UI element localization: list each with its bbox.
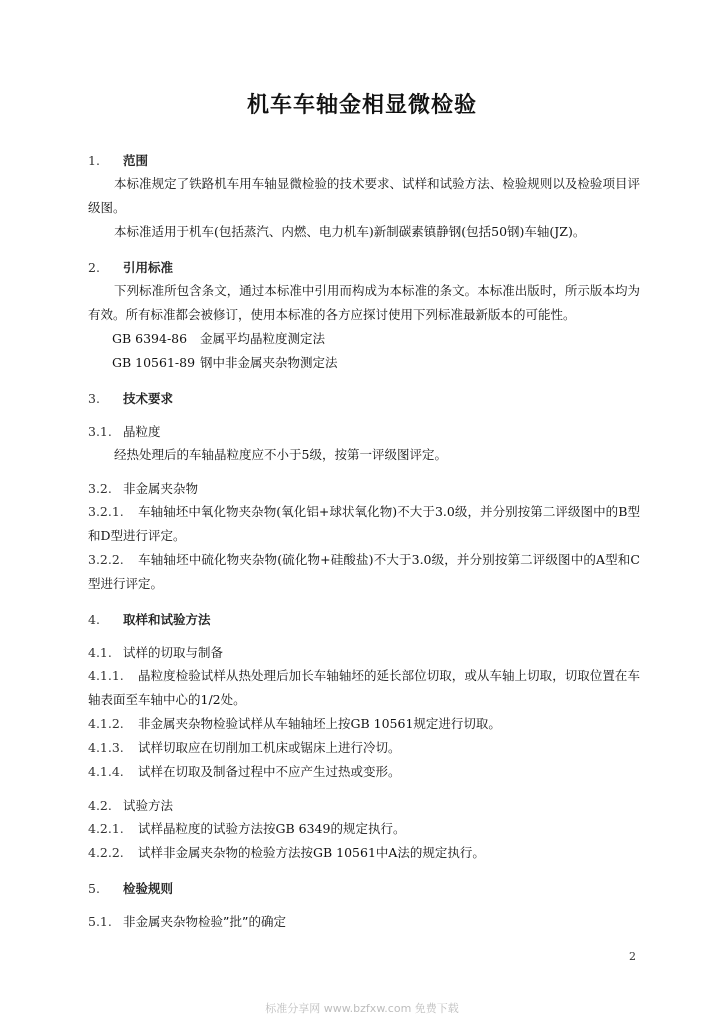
section-title: 范围	[123, 153, 149, 168]
clause-text: 车轴轴坯中硫化物夹杂物(硫化物+硅酸盐)不大于3.0级，并分别按第二评级图中的A型和C型进行评定。	[88, 552, 640, 591]
section-number: 1.	[88, 153, 100, 168]
clause-text: 车轴轴坯中氧化物夹杂物(氧化铝+球状氧化物)不大于3.0级，并分别按第二评级图中的B型和D型进行评定。	[88, 504, 640, 543]
section-number: 2.	[88, 260, 100, 275]
subsection-number: 4.1.	[88, 645, 112, 660]
section-3-heading	[88, 388, 640, 410]
section-title: 取样和试验方法	[123, 612, 211, 627]
clause-number: 4.1.4.	[88, 764, 124, 779]
subsection-heading	[88, 911, 640, 933]
subsection-title: 试验方法	[123, 798, 174, 813]
section-5-heading	[88, 878, 640, 900]
subsection-number: 3.2.	[88, 481, 112, 496]
clause-number: 4.1.1.	[88, 668, 124, 683]
reference-item	[112, 351, 640, 375]
clause-number: 4.1.2.	[88, 716, 124, 731]
subsection-heading	[88, 478, 640, 500]
section-2-heading	[88, 257, 640, 279]
clause-text: 晶粒度检验试样从热处理后加长车轴轴坯的延长部位切取，或从车轴上切取，切取位置在车轴表面至车轴中心的1/2处。	[88, 668, 640, 707]
subsection-number: 5.1.	[88, 914, 112, 929]
page-number: 2	[629, 950, 636, 963]
document-body	[88, 150, 640, 933]
clause-number: 4.2.1.	[88, 821, 124, 836]
section-number: 4.	[88, 612, 100, 627]
clause-item	[88, 817, 640, 841]
clause-text: 非金属夹杂物检验试样从车轴轴坯上按GB 10561规定进行切取。	[138, 716, 501, 731]
paragraph: 经热处理后的车轴晶粒度应不小于5级，按第一评级图评定。	[114, 447, 447, 462]
paragraph: 下列标准所包含条文，通过本标准中引用而构成为本标准的条文。本标准出版时，所示版本均为有效。所有标准都会被修订，使用本标准的各方应探讨使用下列标准最新版本的可能性。	[88, 283, 640, 322]
subsection-title: 试样的切取与制备	[123, 645, 224, 660]
clause-item	[88, 736, 640, 760]
clause-text: 试样非金属夹杂物的检验方法按GB 10561中A法的规定执行。	[138, 845, 485, 860]
subsection-title: 非金属夹杂物	[123, 481, 199, 496]
reference-name: 金属平均晶粒度测定法	[200, 331, 326, 346]
subsection-title: 非金属夹杂物检验”批”的确定	[123, 914, 286, 929]
clause-item	[88, 500, 640, 548]
subsection-heading	[88, 421, 640, 443]
reference-code: GB 6394-86	[112, 331, 188, 346]
subsection-number: 3.1.	[88, 424, 112, 439]
clause-text: 试样在切取及制备过程中不应产生过热或变形。	[138, 764, 401, 779]
paragraph: 本标准规定了铁路机车用车轴显微检验的技术要求、试样和试验方法、检验规则以及检验项目评级图。	[88, 176, 640, 215]
clause-item	[88, 664, 640, 712]
subsection-number: 4.2.	[88, 798, 112, 813]
subsection-title: 晶粒度	[123, 424, 161, 439]
clause-text: 试样切取应在切削加工机床或锯床上进行冷切。	[138, 740, 401, 755]
clause-item	[88, 841, 640, 865]
clause-item	[88, 712, 640, 736]
clause-item	[88, 760, 640, 784]
paragraph: 本标准适用于机车(包括蒸汽、内燃、电力机车)新制碳素镇静钢(包括50钢)车轴(JZ)。	[114, 224, 586, 239]
reference-item	[112, 327, 640, 351]
section-title: 引用标准	[123, 260, 174, 275]
section-1-heading	[88, 150, 640, 172]
clause-number: 3.2.2.	[88, 552, 124, 567]
clause-number: 4.2.2.	[88, 845, 124, 860]
subsection-heading	[88, 795, 640, 817]
clause-number: 3.2.1.	[88, 504, 124, 519]
section-number: 5.	[88, 881, 100, 896]
section-title: 技术要求	[123, 391, 174, 406]
subsection-heading	[88, 642, 640, 664]
section-title: 检验规则	[123, 881, 174, 896]
reference-name: 钢中非金属夹杂物测定法	[200, 355, 338, 370]
section-number: 3.	[88, 391, 100, 406]
document-title: 机车车轴金相显微检验	[246, 93, 477, 118]
clause-item	[88, 548, 640, 596]
clause-text: 试样晶粒度的试验方法按GB 6349的规定执行。	[138, 821, 406, 836]
clause-number: 4.1.3.	[88, 740, 124, 755]
footer-watermark: 标准分享网 www.bzfxw.com 免费下载	[265, 1002, 459, 1015]
section-4-heading	[88, 609, 640, 631]
reference-code: GB 10561-89	[112, 355, 196, 370]
